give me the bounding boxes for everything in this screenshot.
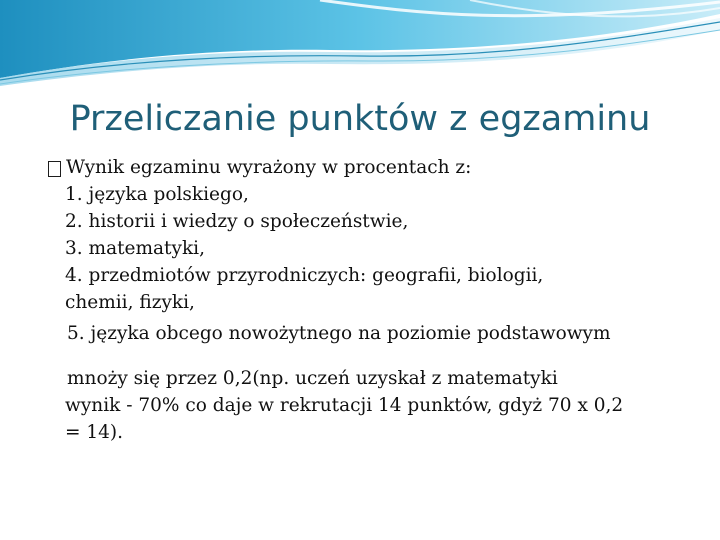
list-item: 2. historii i wiedzy o społeczeństwie, [65,211,409,232]
checkbox-bullet-icon [48,161,61,177]
closing-line: wynik - 70% co daje w rekrutacji 14 punktów, gdyż 70 x 0,2 [65,395,624,416]
intro-text: Wynik egzaminu wyrażony w procentach z: [66,157,472,178]
closing-paragraph [48,365,687,446]
header-wave-decoration [0,0,720,90]
list-item: 5. języka obcego nowożytnego na poziomie podstawowym [67,323,611,344]
list-item: 1. języka polskiego, [65,184,249,205]
slide-title: Przeliczanie punktów z egzaminu [69,99,651,139]
intro-line [48,154,688,181]
list-item: 3. matematyki, [65,238,205,259]
list-item-continuation: chemii, fizyki, [65,292,195,313]
closing-line: mnoży się przez 0,2(np. uczeń uzyskał z matematyki [67,368,558,389]
closing-line: = 14). [65,422,124,443]
list-item: 4. przedmiotów przyrodniczych: geografii, biologii, [65,265,544,286]
slide-body [48,154,688,446]
